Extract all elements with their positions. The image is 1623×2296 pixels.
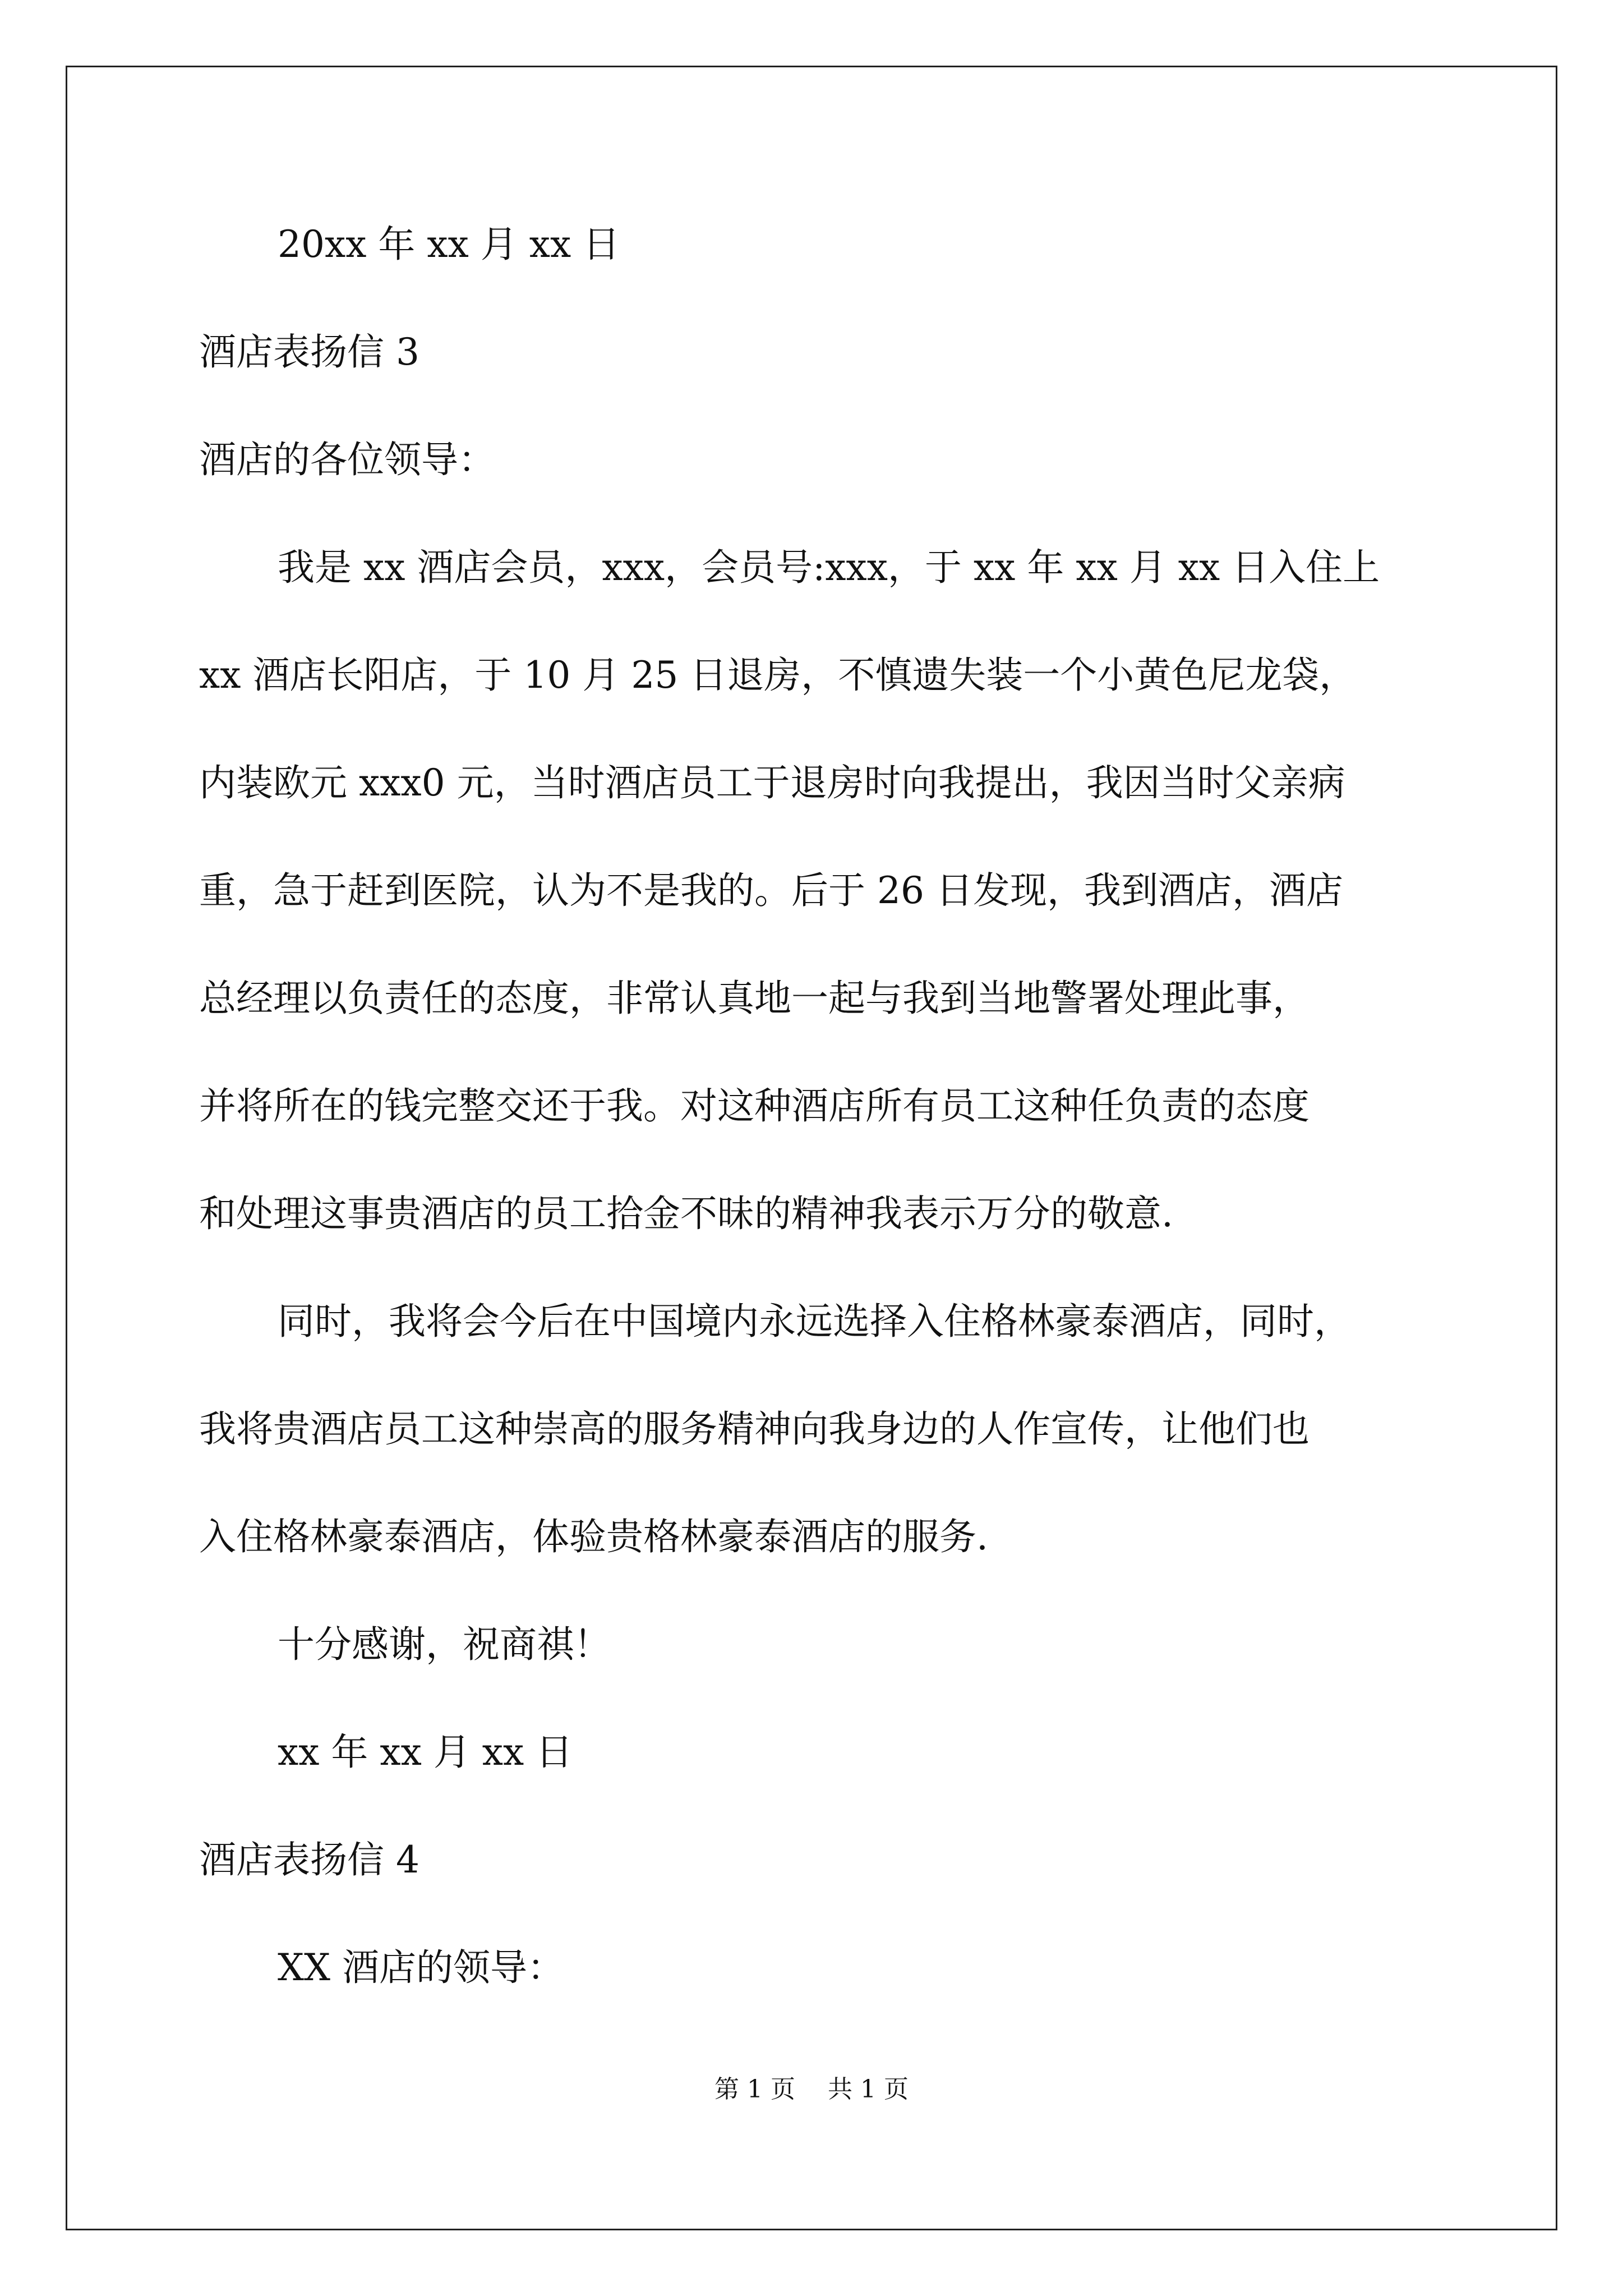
paragraph-line: 和处理这事贵酒店的员工拾金不昧的精神我表示万分的敬意. xyxy=(199,1192,1173,1235)
letter-salutation: 酒店的各位领导： xyxy=(199,438,495,481)
paragraph-line: 并将所在的钱完整交还于我。对这种酒店所有员工这种任负责的态度 xyxy=(199,1084,1310,1128)
paragraph-line: 入住格林豪泰酒店，体验贵格林豪泰酒店的服务. xyxy=(199,1515,988,1558)
letter-salutation: XX 酒店的领导： xyxy=(278,1946,564,1989)
document-body xyxy=(199,219,1455,1994)
letter-signature-date: xx 年 xx 月 xx 日 xyxy=(278,1731,573,1774)
letter-closing: 十分感谢，祝商祺！ xyxy=(278,1623,611,1666)
paragraph-line: 同时，我将会今后在中国境内永远选择入住格林豪泰酒店，同时， xyxy=(278,1300,1351,1343)
paragraph-line: 内装欧元 xxx0 元，当时酒店员工于退房时向我提出，我因当时父亲病 xyxy=(199,761,1345,804)
letter-title: 酒店表扬信 3 xyxy=(199,330,419,374)
letter-date: 20xx 年 xx 月 xx 日 xyxy=(278,223,620,266)
paragraph-line: 重，急于赶到医院，认为不是我的。后于 26 日发现，我到酒店，酒店 xyxy=(199,869,1343,912)
page-number-footer: 第 1 页 共 1 页 xyxy=(714,2075,909,2104)
letter-title: 酒店表扬信 4 xyxy=(199,1838,419,1881)
paragraph-line: 总经理以负责任的态度，非常认真地一起与我到当地警署处理此事， xyxy=(199,977,1310,1020)
paragraph-line: 我将贵酒店员工这种崇高的服务精神向我身边的人作宣传，让他们也 xyxy=(199,1407,1310,1451)
paragraph-line: xx 酒店长阳店，于 10 月 25 日退房，不慎遗失装一个小黄色尼龙袋， xyxy=(199,654,1357,697)
paragraph-line: 我是 xx 酒店会员，xxx，会员号:xxx，于 xx 年 xx 月 xx 日入住上 xyxy=(278,546,1380,589)
